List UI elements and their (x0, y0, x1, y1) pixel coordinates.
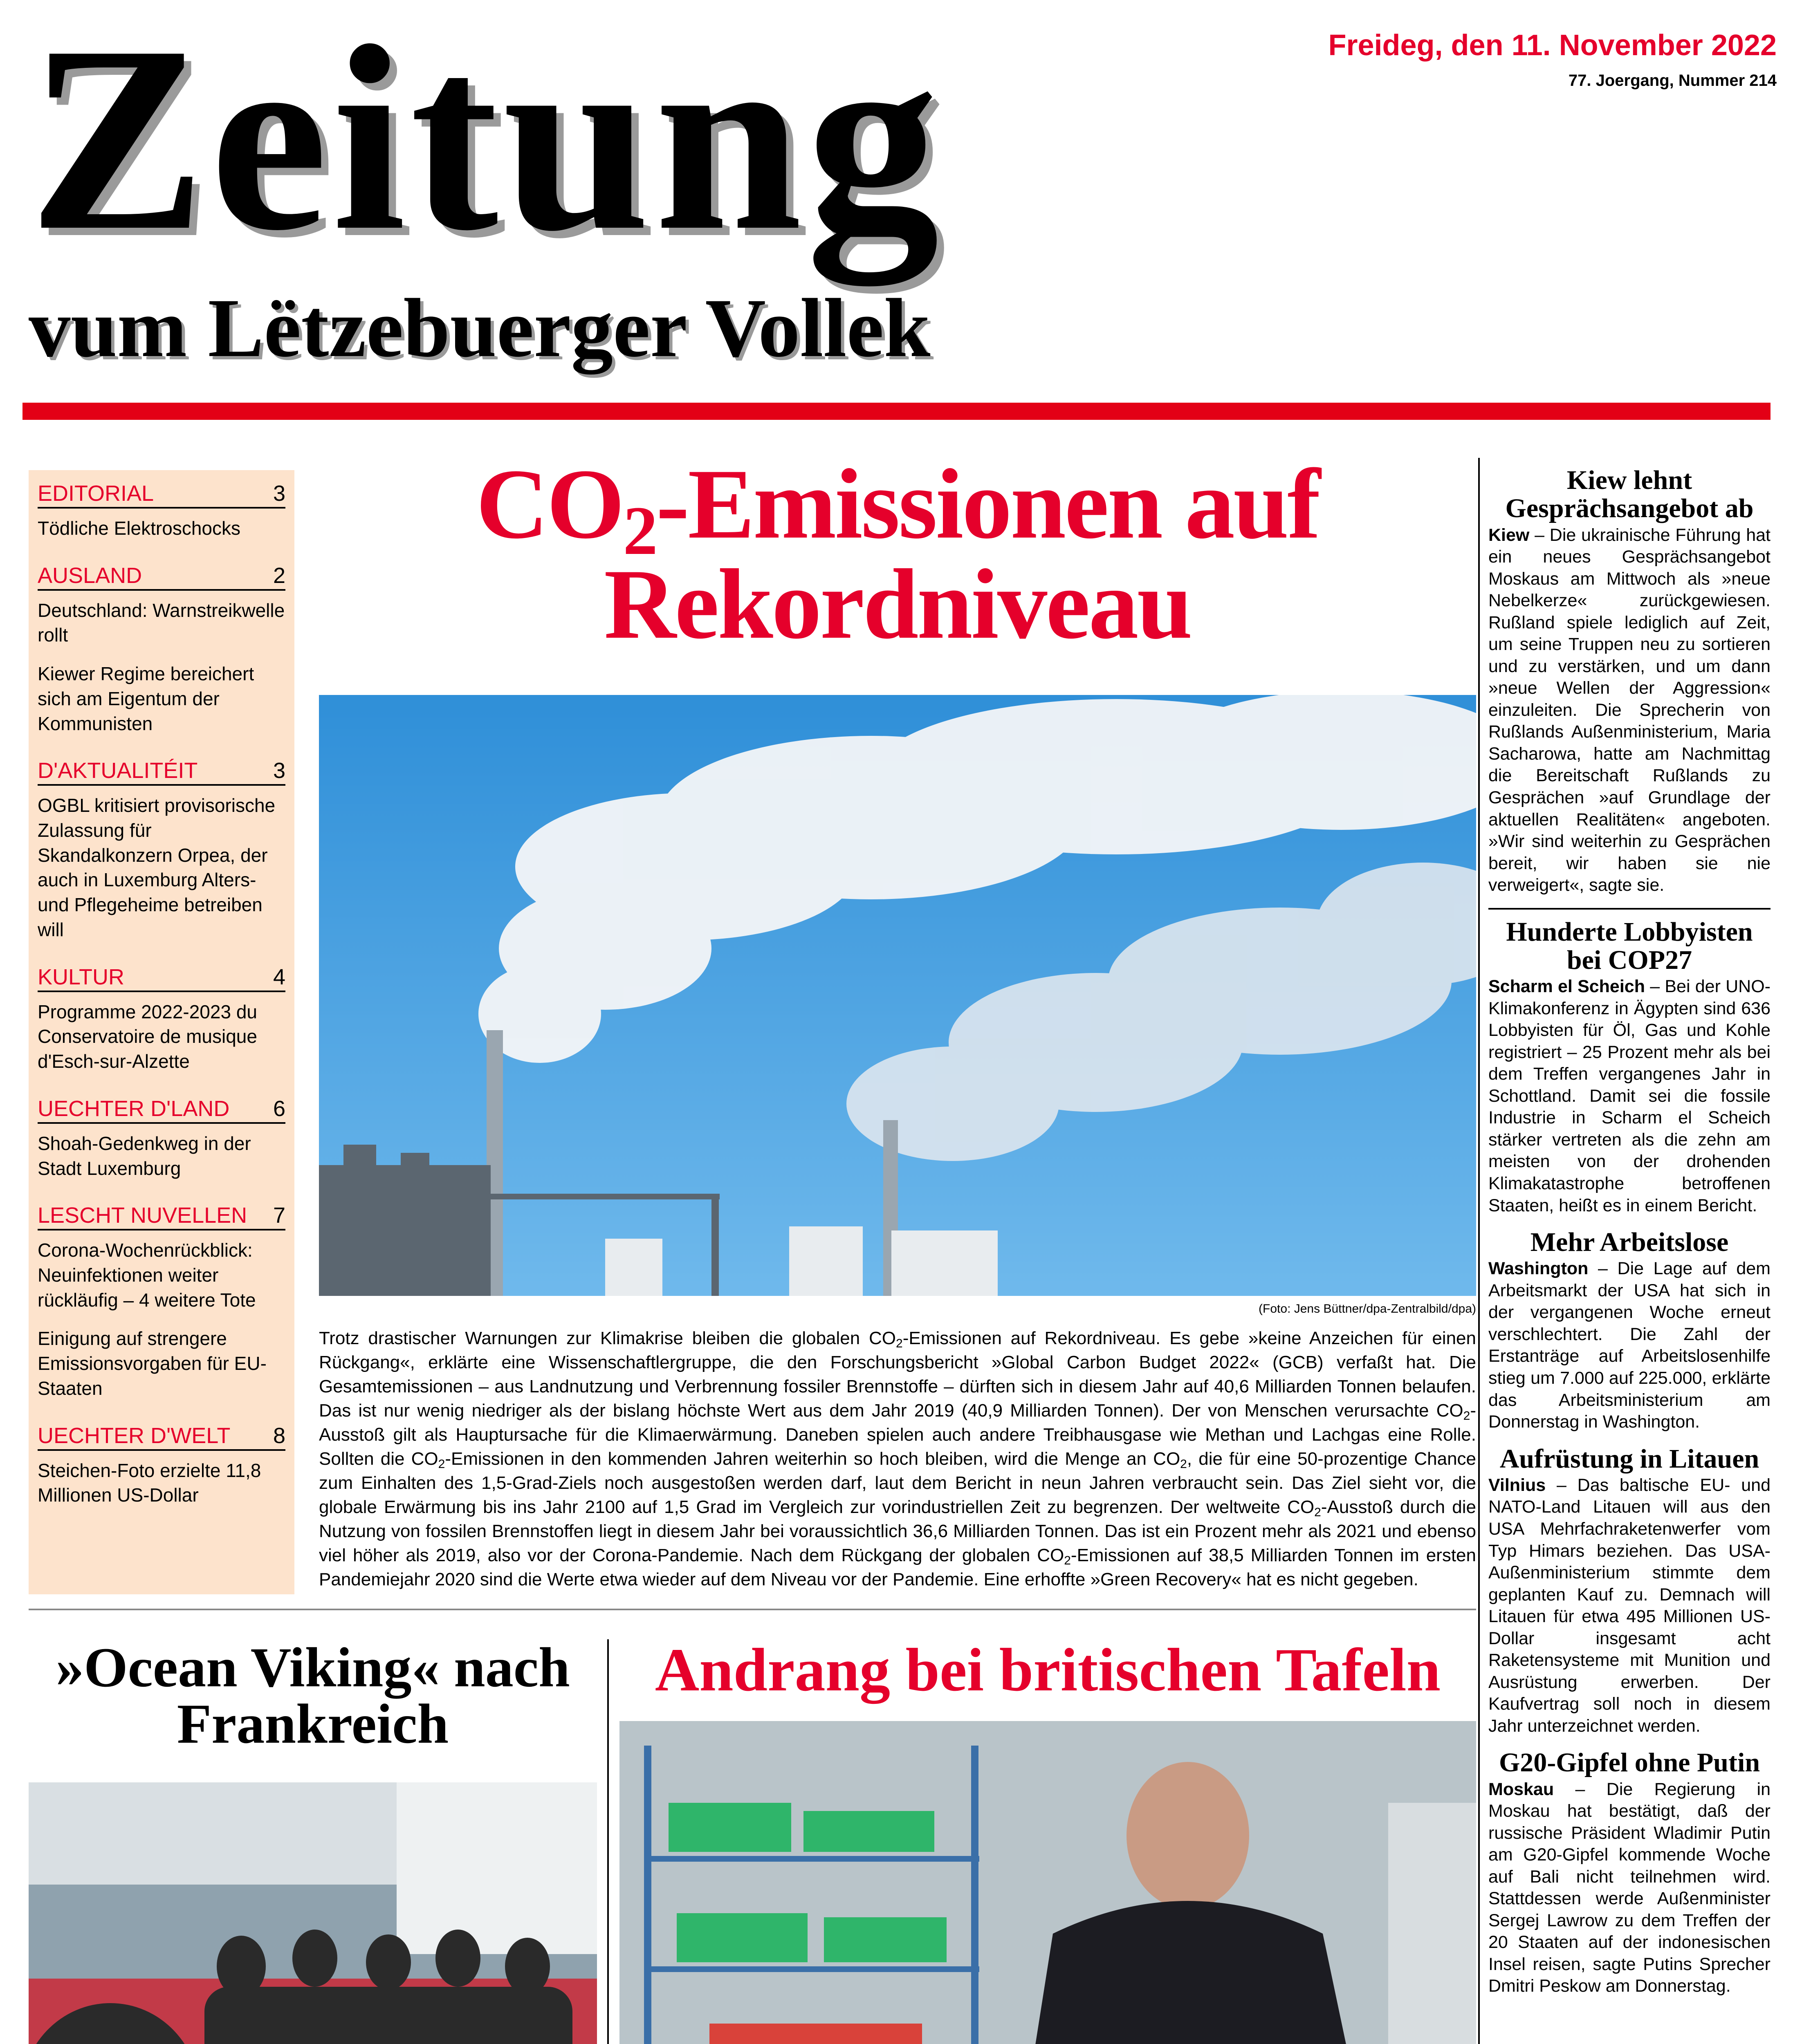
lead-photo-caption: (Foto: Jens Büttner/dpa-Zentralbild/dpa) (1259, 1302, 1476, 1316)
headline-rest: -Emissionen auf Rekordniveau (604, 448, 1319, 659)
brief-title: Mehr Arbeitslose (1530, 1227, 1729, 1257)
text-segment: -Ausstoß gilt als Hauptursache für die Klimaerwärmung. Daneben spielen auch andere Treibhausgase wie Methan und Lachgas eine Rolle. Sollten die CO (319, 1400, 1476, 1469)
smokestack-image (319, 695, 1476, 1296)
brief-place: Washington (1488, 1259, 1589, 1279)
issue-number: 77. Joergang, Nummer 214 (1568, 72, 1777, 90)
subscript: 2 (438, 1457, 445, 1471)
toc-item[interactable]: OGBL kritisiert provisorische Zulassung für Skandalkonzern Orpea, der auch in Luxemburg Alters- und Pflegeheime betreiben will (38, 795, 276, 940)
brief-cop27[interactable] (1488, 918, 1771, 1217)
toc-section-uechter-dland[interactable] (38, 1098, 285, 1181)
text-segment: Trotz drastischer Warnungen zur Klimakrise bleiben die globalen CO (319, 1328, 896, 1348)
food-bank-image (619, 1721, 1476, 2044)
column-divider (607, 1639, 609, 2044)
brief-place: Vilnius (1488, 1475, 1546, 1495)
brief-text (1488, 1779, 1771, 1997)
brief-body: – Die ukrainische Führung hat ein neues Gesprächsangebot Moskaus am Mittwoch als »neue Nebelkerze« zurückgewiesen. Rußland spiele lediglich auf Zeit, um seine Truppen neu zu sortieren und zu verstärken, und um dann »neue Wellen der Aggression« einzuleiten. Die Sprecherin von Rußlands Außenministerium, Maria Sacharowa, hatte am Nachmittag die Bereitschaft Rußlands zu Gesprächen »auf Grundlage der aktuellen Realitäten« angeboten. »Wir sind weiterhin zu Gesprächen bereit, wir haben sie nie verweigert«, sagte sie. (1488, 525, 1771, 895)
brief-title: G20-Gipfel ohne Putin (1499, 1748, 1760, 1778)
masthead-title: Zeitung (29, 0, 944, 285)
tafeln-photo[interactable] (619, 1721, 1476, 2044)
brief-text (1488, 1475, 1771, 1737)
toc-item[interactable]: Programme 2022-2023 du Conservatoire de musique d'Esch-sur-Alzette (38, 1001, 257, 1072)
masthead-rule (22, 403, 1771, 420)
toc-section-title: UECHTER D'WELT (38, 1423, 231, 1448)
toc-item[interactable]: Corona-Wochenrückblick: Neuinfektionen weiter rückläufig – 4 weitere Tote (38, 1239, 256, 1311)
brief-kiew[interactable] (1488, 466, 1771, 896)
subscript: 2 (1064, 1553, 1071, 1567)
toc-section-title: LESCHT NUVELLEN (38, 1203, 247, 1228)
brief-text (1488, 524, 1771, 896)
toc-item[interactable]: Einigung auf strengere Emissionsvorgaben für EU-Staaten (38, 1328, 267, 1399)
toc-section-title: KULTUR (38, 964, 125, 989)
subscript: 2 (1463, 1409, 1470, 1423)
issue-date: Freideg, den 11. November 2022 (1328, 29, 1777, 62)
brief-g20[interactable] (1488, 1748, 1771, 1997)
brief-arbeitslose[interactable] (1488, 1228, 1771, 1433)
toc-page-number: 4 (273, 964, 285, 989)
lead-article-text (319, 1327, 1476, 1591)
lead-headline[interactable] (319, 448, 1476, 659)
toc-item[interactable]: Tödliche Elektroschocks (38, 518, 240, 539)
brief-body: – Die Regierung in Moskau hat bestätigt, daß der russische Präsident Wladimir Putin am G20-Gipfel kommende Woche auf Bali nicht teilnehmen wird. Stattdessen werde Außenminister Sergej Lawrow zu dem Treffen der 20 Staaten auf der indonesischen Insel reisen, sagte Putins Sprecher Dmitri Peskow am Donnerstag. (1488, 1779, 1771, 1996)
brief-place: Kiew (1488, 525, 1530, 545)
brief-place: Moskau (1488, 1779, 1554, 1799)
news-briefs (1488, 466, 1771, 2009)
brief-litauen[interactable] (1488, 1445, 1771, 1737)
brief-title: Hunderte Lobbyisten bei COP27 (1506, 917, 1753, 975)
brief-title: Kiew lehnt Gesprächsangebot ab (1505, 465, 1754, 524)
toc-item[interactable]: Deutschland: Warnstreikwelle rollt (38, 599, 285, 646)
table-of-contents (29, 470, 294, 1594)
subscript: 2 (896, 1337, 903, 1350)
toc-section-title: D'AKTUALITÉIT (38, 758, 198, 783)
toc-page-number: 6 (273, 1096, 285, 1121)
toc-section-title: AUSLAND (38, 563, 142, 588)
text-segment: -Emissionen in den kommenden Jahren weiterhin so hoch bleiben, wird die Menge an CO (445, 1448, 1180, 1469)
sidebar-divider (1478, 458, 1480, 2044)
toc-item[interactable]: Kiewer Regime bereichert sich am Eigentum der Kommunisten (38, 663, 254, 734)
brief-separator (1488, 908, 1771, 910)
text-segment: -Emissionen auf Rekordniveau. Es gebe »keine Anzeichen für einen Rückgang«, erklärte eine Wissenschaftlergruppe, die den Forschungsbericht »Global Carbon Budget 2022« (GCB) verfaßt hat. Die Gesamtemissionen – aus Landnutzung und Verbrennung fossiler Brennstoffe – dürften sich in diesem Jahr auf 40,6 Milliarden Tonnen belaufen. Das ist nur wenig niedriger als der bislang höchste Wert aus dem Jahr 2019 (40,9 Milliarden Tonnen). Der von Menschen verursachte CO (319, 1328, 1476, 1421)
ocean-viking-headline[interactable]: »Ocean Viking« nach Frankreich (56, 1636, 570, 1755)
ship-deck-image (29, 1782, 597, 2044)
text-segment: , die für eine 50-prozentige Chance zum Einhalten des 1,5-Grad-Ziels noch ausgestoßen werden darf, laut dem Bericht in neun Jahren verbraucht sein. Das Ziel sieht vor, die globale Erwärmung bis ins Jahr 2100 auf 1,5 Grad im Vergleich zur vorindustriellen Zeit zu begrenzen. Der weltweite CO (319, 1448, 1477, 1517)
brief-body: – Die Lage auf dem Arbeitsmarkt der USA hat sich in der vergangenen Woche erneut verschlechtert. Die Zahl der Erstanträge auf Arbeitslosenhilfe stieg um 7.000 auf 225.000, erklärte das Arbeitsministerium am Donnerstag in Washington. (1488, 1259, 1771, 1432)
toc-page-number: 8 (273, 1423, 285, 1448)
text-segment: -Ausstoß durch die Nutzung von fossilen Brennstoffen liegt in diesem Jahr bei voraussichtlich 36,6 Milliarden Tonnen. Das ist ein Prozent mehr als 2021 und ebenso viel höher als 2019, also vor der Corona-Pandemie. Nach dem Rückgang der globalen CO (319, 1497, 1476, 1565)
toc-section-kultur[interactable] (38, 966, 285, 1074)
masthead-subtitle: vum Lëtzebuerger Vollek (29, 282, 931, 374)
lead-photo[interactable] (319, 695, 1476, 1296)
toc-item[interactable]: Shoah-Gedenkweg in der Stadt Luxemburg (38, 1132, 251, 1179)
toc-section-editorial[interactable] (38, 482, 285, 541)
toc-page-number: 3 (273, 758, 285, 783)
toc-item[interactable]: Steichen-Foto erzielte 11,8 Millionen US-Dollar (38, 1459, 261, 1506)
toc-section-lescht-nuvellen[interactable] (38, 1204, 285, 1401)
brief-title: Aufrüstung in Litauen (1499, 1443, 1759, 1474)
toc-page-number: 3 (273, 481, 285, 506)
ocean-viking-photo[interactable] (29, 1782, 597, 2044)
toc-page-number: 7 (273, 1203, 285, 1228)
horizontal-divider (29, 1609, 1476, 1610)
subscript: 2 (1180, 1457, 1187, 1471)
headline-co: CO (476, 448, 623, 559)
tafeln-headline[interactable]: Andrang bei britischen Tafeln (655, 1636, 1441, 1704)
brief-body: – Das baltische EU- und NATO-Land Litauen will aus den USA Mehrfachraketenwerfer vom Typ Himars beziehen. Das USA-Außenministerium stimmte dem geplanten Kauf zu. Demnach will Litauen für etwa 495 Millionen US-Dollar insgesamt acht Raketensysteme mit Munition und Ausrüstung erwerben. Der Kaufvertrag soll noch in diesem Jahr unterzeichnet werden. (1488, 1475, 1771, 1736)
toc-page-number: 2 (273, 563, 285, 588)
brief-text (1488, 976, 1771, 1217)
headline-subscript: 2 (623, 492, 656, 569)
text-segment: -Emissionen auf 38,5 Milliarden Tonnen im ersten Pandemiejahr 2020 sind die Werte etwa wieder auf dem Niveau vor der Pandemie. Eine erhoffte »Green Recovery« hat es nicht gegeben. (319, 1545, 1476, 1589)
toc-section-aktualiteit[interactable] (38, 760, 285, 942)
toc-section-uechter-dwelt[interactable] (38, 1425, 285, 1508)
subscript: 2 (1314, 1505, 1321, 1519)
brief-body: – Bei der UNO-Klimakonferenz in Ägypten sind 636 Lobbyisten für Öl, Gas und Kohle registriert – 25 Prozent mehr als bei dem Treffen vergangenes Jahr in Schottland. Damit sei die fossile Industrie in Scharm el Scheich stärker vertreten als die zehn am meisten von der drohenden Klimakatastrophe betroffenen Staaten, heißt es in einem Bericht. (1488, 977, 1771, 1215)
toc-section-title: EDITORIAL (38, 481, 154, 506)
toc-section-ausland[interactable] (38, 565, 285, 736)
brief-place: Scharm el Scheich (1488, 977, 1645, 997)
brief-text (1488, 1258, 1771, 1433)
toc-section-title: UECHTER D'LAND (38, 1096, 230, 1121)
